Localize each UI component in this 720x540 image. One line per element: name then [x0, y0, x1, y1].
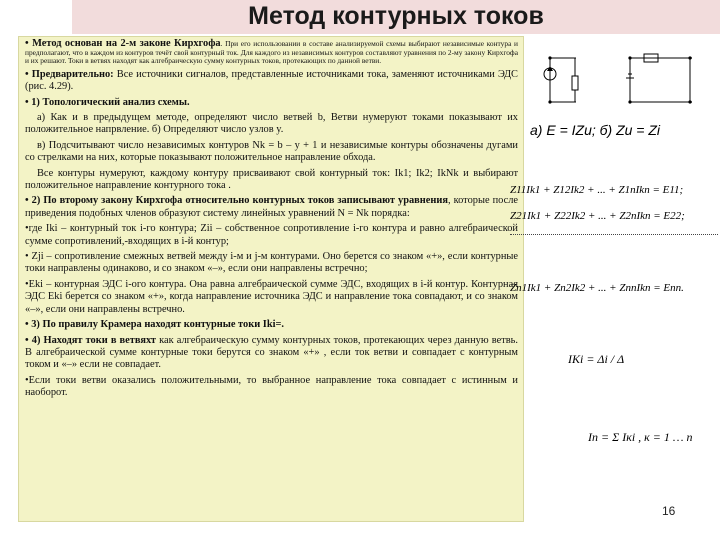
paragraph-iki — [25, 223, 518, 248]
paragraph-text: , которые после приведения подобных членов образуют систему линейных уравнений N = Nk порядка: — [25, 195, 518, 219]
equation-row-n: Zn1Ik1 + Zn2Ik2 + ... + ZnnIkn = Enn. — [510, 282, 684, 294]
paragraph-text: •Если токи ветви оказались положительными, то выбранное направление тока совпадает с истинным и наоборот. — [25, 374, 518, 399]
paragraph-lead: • Предварительно: — [25, 68, 114, 80]
paragraph-text: Все источники сигналов, представленные источниками тока, заменяют источниками ЭДС (рис. 4.29). — [25, 68, 518, 93]
cramer-formula: IKi = Δi / Δ — [568, 352, 625, 366]
paragraph-lead: • 1) Топологический анализ схемы. — [25, 96, 190, 108]
paragraph-text: . При его использовании в составе анализируемой схемы выбирают независимые контура и предполагают, что в каждом из контуров течёт свой контурный ток. Для каждого из независимых контуров составляют уравнения по 2-му закону Кирхгофа и их решают. Токи в ветвях находят как алгебраическую сумму контурных токов, протекающих по данной ветви. — [25, 39, 518, 66]
paragraph-step1 — [25, 97, 518, 109]
paragraph-conclusion — [25, 375, 518, 400]
equation-row-1: Z11Ik1 + Z12Ik2 + ... + Z1nIkn = E11; — [510, 184, 684, 196]
equation-row-2: Z21Ik1 + Z22Ik2 + ... + Z2nIkn = E22; — [510, 210, 685, 222]
page-number: 16 — [662, 504, 676, 518]
paragraph-text: •где Iki – контурный ток i-го контура; Zii – собственное сопротивление i-го контура и равно алгебраической сумме сопротивлений,-входящих в i-й контур; — [25, 223, 518, 247]
paragraph-preliminary — [25, 69, 518, 94]
paragraph-lead: • 4) Находят токи в ветвяхт — [25, 334, 157, 346]
paragraph-step1b — [25, 140, 518, 165]
slide-title: Метод контурных токов — [248, 2, 544, 30]
paragraph-text: как алгебраическую сумму контурных токов, протекающих через данную ветвь. В алгебраической сумме контурные токи берутся со знаком «+» , если ток ветви и совпадает с контурным током и «–» если не совпадает. — [25, 334, 518, 371]
figure-caption: а) E = IZu; б) Zu = Zi — [530, 122, 661, 138]
paragraph-step4 — [25, 335, 518, 372]
paragraph-lead: • Метод основан на 2-м законе Кирхгофа — [25, 38, 221, 49]
paragraph-method — [25, 40, 518, 66]
paragraph-text: а) Как и в предыдущем методе, определяют число ветвей b, Ветви нумеруют токами показывают их положительное напрвление. б) Определяют число узлов y. — [25, 112, 518, 136]
paragraph-step2 — [25, 195, 518, 220]
paragraph-step3 — [25, 319, 518, 331]
resistor-symbol — [572, 76, 578, 90]
branch-current-formula: In = Σ Iкi , к = 1 … n — [588, 430, 693, 444]
content-panel — [18, 36, 524, 522]
paragraph-lead: • 3) По правилу Крамера находят контурные токи Iki=. — [25, 319, 285, 331]
paragraph-zji — [25, 251, 518, 276]
paragraph-text: в) Подсчитывают число независимых контуров Nk = b – y + 1 и независимые контуры обозначены дугами со стрелками на них, которые показывают положительное направление обхода. — [25, 139, 518, 164]
paragraph-eki — [25, 279, 518, 316]
paragraph-text: •Eki – контурная ЭДС i-ого контура. Она равна алгебраической сумме ЭДС, входящих в i-й контур. Контурная ЭДС Eki берется со знаком «+», когда направление источника ЭДС и направление тока совпадают, и со знаком «–», если они направлены встречно. — [25, 278, 518, 315]
equation-ellipsis — [510, 234, 718, 235]
paragraph-text: Все контуры нумеруют, каждому контуру присваивают свой контурный ток: Ik1; Ik2; IkNk и выбирают положительное направление контурного тока . — [25, 167, 518, 192]
paragraph-text: • Zji – сопротивление смежных ветвей между i-м и j-м контурами. Оно берется со знаком «+», если контурные токи направлены одинаково, и со знаком «–», если они направлены встречно; — [25, 251, 518, 275]
circuit-diagram — [532, 50, 712, 112]
paragraph-lead: • 2) По второму закону Кирхгофа относительно контурных токов записывают уравнения — [25, 195, 448, 207]
paragraph-step1a — [25, 112, 518, 137]
paragraph-contours — [25, 168, 518, 193]
